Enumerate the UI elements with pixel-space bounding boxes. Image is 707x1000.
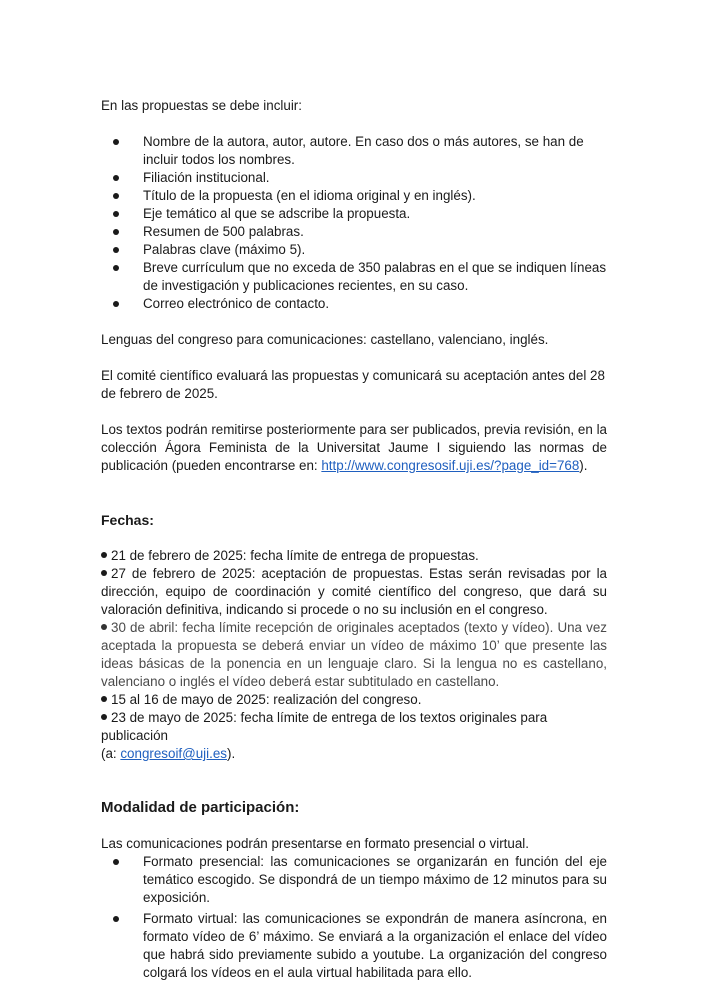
- bullet-icon: [101, 624, 107, 630]
- list-item: Formato virtual: las comunicaciones se expondrán de manera asíncrona, en formato vídeo de 6’ máximo. Se enviará a la organización el enlace del vídeo que habrá sido previamente subido a youtube. La organización del congreso colgará los vídeos en el aula virtual habilitada para ello.: [101, 910, 607, 982]
- dates-heading: Fechas:: [101, 512, 154, 528]
- list-item: Palabras clave (máximo 5).: [101, 241, 607, 259]
- bullet-icon: [113, 916, 119, 922]
- bullet-icon: [113, 175, 119, 181]
- list-item: Resumen de 500 palabras.: [101, 223, 607, 241]
- proposals-lead: En las propuestas se debe incluir:: [101, 98, 302, 113]
- list-item: Título de la propuesta (en el idioma original y en inglés).: [101, 187, 607, 205]
- bullet-icon: [113, 139, 119, 145]
- committee-paragraph: El comité científico evaluará las propuestas y comunicará su aceptación antes del 28 de febrero de 2025.: [101, 368, 605, 401]
- list-item: Formato presencial: las comunicaciones se organizarán en función del eje temático escogido. Se dispondrá de un tiempo máximo de 12 minutos para su exposición.: [101, 853, 607, 907]
- publication-paragraph: Los textos podrán remitirse posteriormente para ser publicados, previa revisión, en la colección Ágora Feminista de la Universitat Jaume I siguiendo las normas de publicación (pueden encontrarse en: http://www.congresosif.uji.es/?page_id=768).: [101, 422, 607, 473]
- document-page: [101, 97, 607, 982]
- date-item: 30 de abril: fecha límite recepción de originales aceptados (texto y vídeo). Una vez aceptada la propuesta se deberá enviar un vídeo de máximo 10’ que presente las ideas básicas de la ponencia en un lenguaje claro. Si la lengua no es castellano, valenciano o inglés el vídeo deberá estar subtitulado en castellano.: [101, 620, 607, 689]
- list-item: Breve currículum que no exceda de 350 palabras en el que se indiquen líneas de investigación y publicaciones recientes, en su caso.: [101, 259, 607, 295]
- bullet-icon: [113, 211, 119, 217]
- bullet-icon: [113, 229, 119, 235]
- bullet-icon: [113, 301, 119, 307]
- modality-heading: Modalidad de participación:: [101, 799, 300, 816]
- bullet-icon: [113, 265, 119, 271]
- contact-email-link[interactable]: congresoif@uji.es: [120, 746, 227, 761]
- bullet-icon: [113, 247, 119, 253]
- modality-list: [101, 853, 607, 982]
- proposal-requirements-list: [101, 133, 607, 313]
- bullet-icon: [113, 193, 119, 199]
- date-item: 23 de mayo de 2025: fecha límite de entrega de los textos originales para publicación (a: congresoif@uji.es).: [101, 710, 548, 761]
- list-item: Eje temático al que se adscribe la propuesta.: [101, 205, 607, 223]
- list-item: Correo electrónico de contacto.: [101, 295, 607, 313]
- bullet-icon: [101, 696, 107, 702]
- date-item: 27 de febrero de 2025: aceptación de propuestas. Estas serán revisadas por la dirección, equipo de coordinación y comité científico del congreso, que dará su valoración definitiva, indicando si procede o no su inclusión en el congreso.: [101, 566, 607, 617]
- list-item: Filiación institucional.: [101, 169, 607, 187]
- bullet-icon: [101, 714, 107, 720]
- date-item: 15 al 16 de mayo de 2025: realización del congreso.: [101, 691, 607, 709]
- list-item: Nombre de la autora, autor, autore. En caso dos o más autores, se han de incluir todos los nombres.: [101, 133, 607, 169]
- modality-lead: Las comunicaciones podrán presentarse en formato presencial o virtual.: [101, 836, 529, 851]
- publication-norms-link[interactable]: http://www.congresosif.uji.es/?page_id=768: [321, 458, 580, 473]
- languages-paragraph: Lenguas del congreso para comunicaciones: castellano, valenciano, inglés.: [101, 332, 549, 347]
- date-item: 21 de febrero de 2025: fecha límite de entrega de propuestas.: [101, 547, 607, 565]
- bullet-icon: [113, 859, 119, 865]
- bullet-icon: [101, 570, 107, 576]
- bullet-icon: [101, 552, 107, 558]
